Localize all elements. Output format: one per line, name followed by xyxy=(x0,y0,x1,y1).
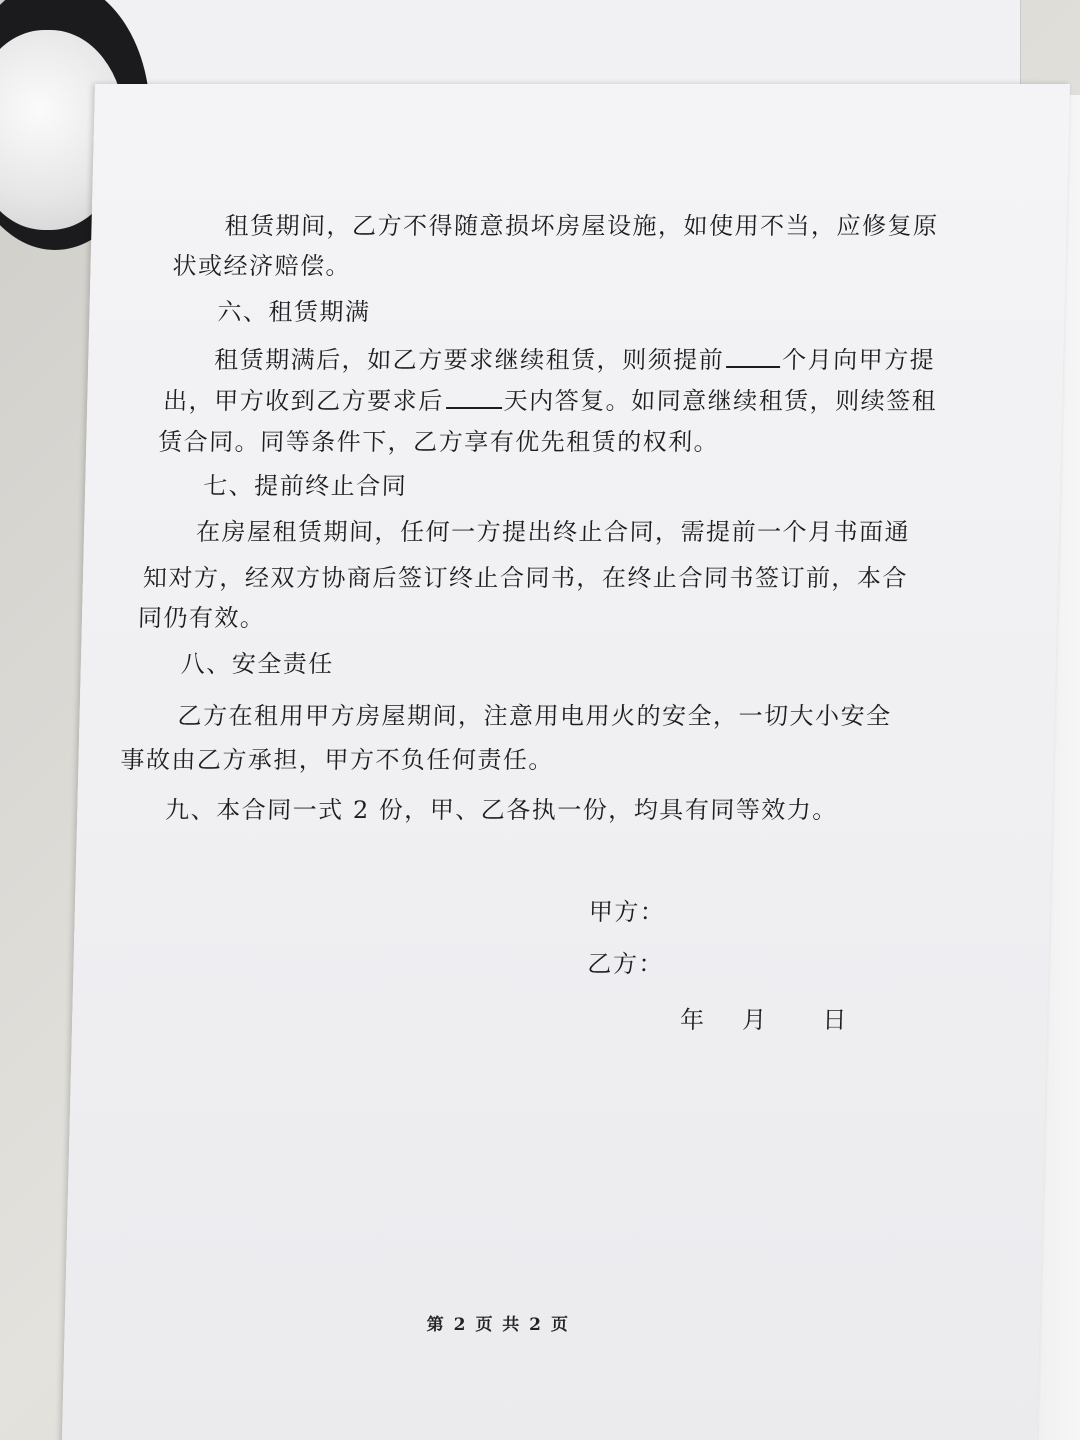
signature-date: 年 月 日 xyxy=(679,1006,849,1034)
clause7-heading: 七、提前终止合同 xyxy=(202,472,408,500)
clause9-text: 九、本合同一式 2 份，甲、乙各执一份，均具有同等效力。 xyxy=(164,796,839,824)
clause8-line1: 乙方在租用甲方房屋期间，注意用电用火的安全，一切大小安全 xyxy=(177,702,892,730)
page-number-footer: 第 2 页 共 2 页 xyxy=(426,1315,571,1335)
months-blank xyxy=(726,346,781,368)
contract-content xyxy=(62,84,1070,1440)
clause6-line1-text: 租赁期满后，如乙方要求继续租赁，则须提前 xyxy=(213,346,725,374)
clause8-heading: 八、安全责任 xyxy=(180,650,335,678)
clause6-line1 xyxy=(214,340,936,375)
clause6-line2-text: 出，甲方收到乙方要求后 xyxy=(162,387,445,415)
party-b-signature: 乙方： xyxy=(587,950,665,978)
clause7-line1: 在房屋租赁期间，任何一方提出终止合同，需提前一个月书面通 xyxy=(195,518,911,546)
clause6-line2 xyxy=(163,381,938,416)
days-blank xyxy=(446,387,503,409)
clause8-line2: 事故由乙方承担，甲方不负任何责任。 xyxy=(120,746,555,774)
clause5-line1: 租赁期间，乙方不得随意损坏房屋设施，如使用不当，应修复原 xyxy=(224,212,939,240)
clause6-line2-tail: 天内答复。如同意继续租赁，则续签租 xyxy=(503,387,938,415)
clause6-line3: 赁合同。同等条件下，乙方享有优先租赁的权利。 xyxy=(157,428,720,456)
clause7-line3: 同仍有效。 xyxy=(137,604,266,632)
clause7-line2: 知对方，经双方协商后签订终止合同书，在终止合同书签订前，本合 xyxy=(142,564,909,592)
party-a-signature: 甲方： xyxy=(588,898,666,926)
clause6-heading: 六、租赁期满 xyxy=(217,298,371,326)
contract-page xyxy=(62,84,1070,1440)
clause6-line1-tail: 个月向甲方提 xyxy=(781,346,936,374)
clause5-line2: 状或经济赔偿。 xyxy=(172,252,352,280)
